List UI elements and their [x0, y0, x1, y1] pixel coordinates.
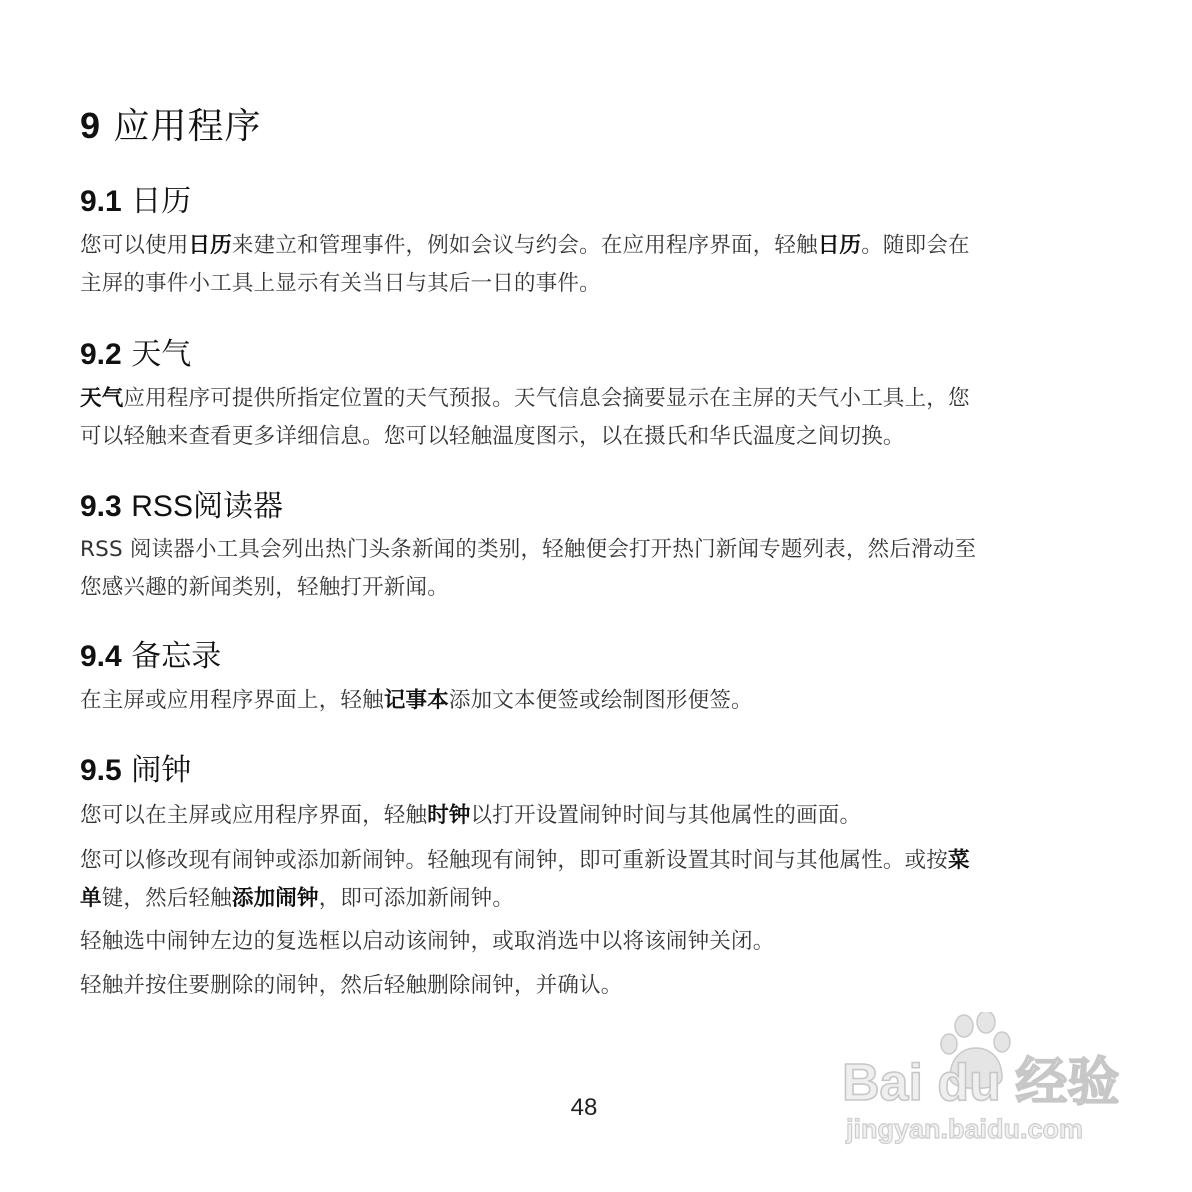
- paragraph-text: 。随即会在: [861, 233, 970, 258]
- section-number: 9.3: [80, 490, 122, 523]
- section-heading-9-1: [80, 176, 191, 220]
- section-title: 闹钟: [131, 753, 192, 788]
- bold-term: 日历: [188, 233, 232, 258]
- paragraph-text: 轻触并按住要删除的闹钟，然后轻触删除闹钟，并确认。: [80, 973, 623, 998]
- section-number: 9.2: [80, 338, 122, 371]
- paragraph-text: 可以轻触来查看更多详细信息。您可以轻触温度图示，以在摄氏和华氏温度之间切换。: [80, 424, 905, 449]
- section-title: 天气: [131, 337, 192, 372]
- paragraph-text: 轻触选中闹钟左边的复选框以启动该闹钟，或取消选中以将该闹钟关闭。: [80, 929, 775, 954]
- section-paragraph: [80, 380, 1092, 456]
- chapter-number: 9: [80, 105, 102, 146]
- section-title: RSS阅读器: [131, 490, 283, 523]
- paragraph-text: 您可以使用: [80, 233, 189, 258]
- section-heading-9-5: [80, 745, 191, 789]
- section-heading-9-3: [80, 481, 283, 525]
- section-paragraph: [80, 227, 1092, 303]
- section-paragraph: [80, 923, 1092, 961]
- baidu-jingyan-watermark: [840, 1012, 1130, 1152]
- section-title: 日历: [131, 184, 192, 219]
- watermark-url-text: jingyan.baidu.com: [846, 1114, 1084, 1144]
- bold-term: 添加闹钟: [231, 886, 319, 911]
- chapter-title-text: 应用程序: [113, 106, 262, 147]
- bold-term: 时钟: [427, 803, 471, 828]
- paragraph-text: 来建立和管理事件，例如会议与约会。在应用程序界面，轻触: [231, 233, 818, 258]
- bold-term: 菜: [948, 848, 970, 873]
- section-heading-9-2: [80, 329, 191, 373]
- paragraph-text: 您可以在主屏或应用程序界面，轻触: [80, 803, 428, 828]
- chapter-title: [80, 98, 262, 149]
- section-paragraph: [80, 967, 1092, 1005]
- watermark-logo-text: Bai du 经验: [842, 1054, 1120, 1112]
- section-heading-9-4: [80, 631, 221, 675]
- bold-term: 记事本: [383, 688, 449, 713]
- bold-term: 日历: [817, 233, 862, 258]
- paragraph-text: 主屏的事件小工具上显示有关当日与其后一日的事件。: [80, 271, 601, 296]
- section-number: 9.4: [80, 640, 122, 673]
- paragraph-text: RSS 阅读器小工具会列出热门头条新闻的类别，轻触便会打开热门新闻专题列表，然后滑动至: [80, 537, 977, 562]
- section-paragraph: [80, 842, 1092, 918]
- section-paragraph: [80, 531, 1092, 607]
- section-number: 9.1: [80, 185, 122, 218]
- section-paragraph: [80, 682, 1092, 720]
- paragraph-text: 在主屏或应用程序界面上，轻触: [80, 688, 384, 713]
- section-number: 9.5: [80, 754, 122, 787]
- page-number: 48: [570, 1094, 598, 1121]
- paragraph-text: 键，然后轻触: [101, 886, 232, 911]
- paragraph-text: 添加文本便签或绘制图形便签。: [448, 688, 753, 713]
- paragraph-text: 应用程序可提供所指定位置的天气预报。天气信息会摘要显示在主屏的天气小工具上，您: [123, 386, 970, 411]
- section-title: 备忘录: [131, 639, 222, 674]
- paragraph-text: 您可以修改现有闹钟或添加新闹钟。轻触现有闹钟，即可重新设置其时间与其他属性。或按: [80, 848, 949, 873]
- baidu-paw-logo-icon: [840, 1012, 1130, 1152]
- paragraph-text: 以打开设置闹钟时间与其他属性的画面。: [470, 803, 862, 828]
- bold-term: 天气: [80, 386, 124, 411]
- paragraph-text: 您感兴趣的新闻类别，轻触打开新闻。: [80, 575, 449, 600]
- section-paragraph: [80, 797, 1092, 835]
- bold-term: 单: [80, 886, 102, 911]
- paragraph-text: ，即可添加新闹钟。: [318, 886, 515, 911]
